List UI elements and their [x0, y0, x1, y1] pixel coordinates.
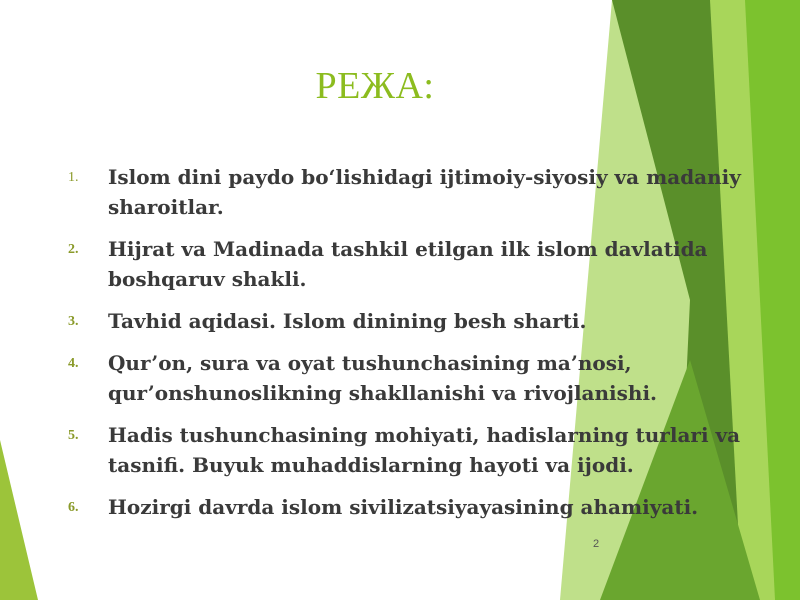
item-text: Hadis tushunchasining mohiyati, hadislarning turlari va tasnifi. Buyuk muhaddislarning hayoti va ijodi.	[108, 423, 741, 477]
item-text: Qur’on, sura va oyat tushunchasining ma’nosi, qur’onshunoslikning shakllanishi va rivojlanishi.	[108, 351, 658, 405]
item-number: 6.	[68, 500, 79, 515]
list-item	[68, 162, 748, 222]
item-text: Islom dini paydo bo‘lishidagi ijtimoiy-siyosiy va madaniy sharoitlar.	[108, 165, 741, 219]
slide-title: РЕЖА:	[315, 65, 435, 107]
item-text: Hozirgi davrda islom sivilizatsiyayasining ahamiyati.	[108, 495, 699, 519]
item-number: 3.	[68, 314, 79, 329]
list-item	[68, 420, 748, 480]
item-text: Hijrat va Madinada tashkil etilgan ilk islom davlatida boshqaruv shakli.	[108, 237, 708, 291]
left-green-strip	[0, 440, 38, 600]
list-item	[68, 348, 748, 408]
item-number: 5.	[68, 428, 79, 443]
list-item	[68, 234, 748, 294]
item-number: 4.	[68, 356, 79, 371]
item-text: Tavhid aqidasi. Islom dinining besh sharti.	[108, 309, 587, 333]
page-number: 2	[593, 538, 600, 550]
item-number: 1.	[68, 170, 79, 185]
list-item	[68, 306, 748, 336]
item-number: 2.	[68, 242, 79, 257]
agenda-list	[68, 162, 748, 534]
list-item	[68, 492, 748, 522]
